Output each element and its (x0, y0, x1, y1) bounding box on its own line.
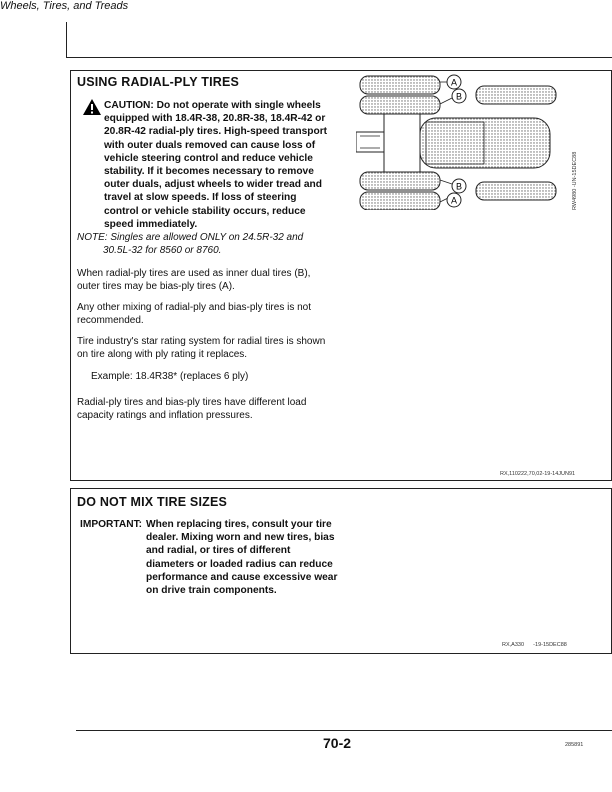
svg-text:B: B (455, 181, 463, 192)
section2-reference-code: RX,A330 -19-15DEC88 (502, 642, 567, 648)
note-text: NOTE: Singles are allowed ONLY on 24.5R-32 and 30.5L-32 for 8560 or 8760. (77, 232, 304, 257)
paragraph-star-rating: Tire industry's star rating system for radial tires is shown on tire along with ply rating it replaces. (77, 336, 326, 361)
important-text: When replacing tires, consult your tire dealer. Mixing worn and new tires, bias and radial, or tires of different diameters or loaded radius can reduce performance and cause excessive wear on drive train components. (146, 519, 338, 597)
warning-icon (82, 98, 102, 116)
page-code: 285891 (565, 742, 584, 748)
paragraph-mixing: Any other mixing of radial-ply and bias-ply tires is not recommended. (77, 302, 311, 327)
svg-text:B: B (455, 91, 463, 102)
page-number: 70-2 (323, 735, 352, 751)
footer-rule (76, 730, 612, 731)
tractor-dual-tire-diagram (356, 70, 566, 210)
example-text: Example: 18.4R38* (replaces 6 ply) (91, 371, 249, 382)
paragraph-load-capacity: Radial-ply tires and bias-ply tires have different load capacity ratings and inflation pressures. (77, 397, 307, 422)
section-title-tire-sizes: DO NOT MIX TIRE SIZES (77, 495, 228, 509)
running-header: Wheels, Tires, and Treads (0, 0, 129, 12)
important-label: IMPORTANT: (80, 519, 143, 530)
section-title-radial-ply: USING RADIAL-PLY TIRES (77, 75, 240, 89)
caution-text: CAUTION: Do not operate with single wheels equipped with 18.4R-38, 20.8R-38, 18.4R-42 or 20.8R-42 radial-ply tires. High-speed transport with outer duals removed can cause loss of vehicle steering control and reduce vehicle stability. If it becomes necessary to remove outer duals, adjust wheels to wider tread and travel at slow speeds. If loss of steering control or vehicle stability occurs, reduce speed immediately. (104, 100, 328, 230)
figure-code: RW4980 -UN-15DEC88 (572, 151, 578, 210)
header-rule (66, 57, 612, 58)
svg-text:A: A (450, 77, 458, 88)
left-margin-rule (66, 22, 67, 58)
section1-reference-code: RX,110222,70,02-19-14JUN91 (500, 471, 576, 477)
svg-text:A: A (450, 195, 458, 206)
paragraph-inner-dual: When radial-ply tires are used as inner dual tires (B), outer tires may be bias-ply tires (A). (77, 268, 311, 293)
